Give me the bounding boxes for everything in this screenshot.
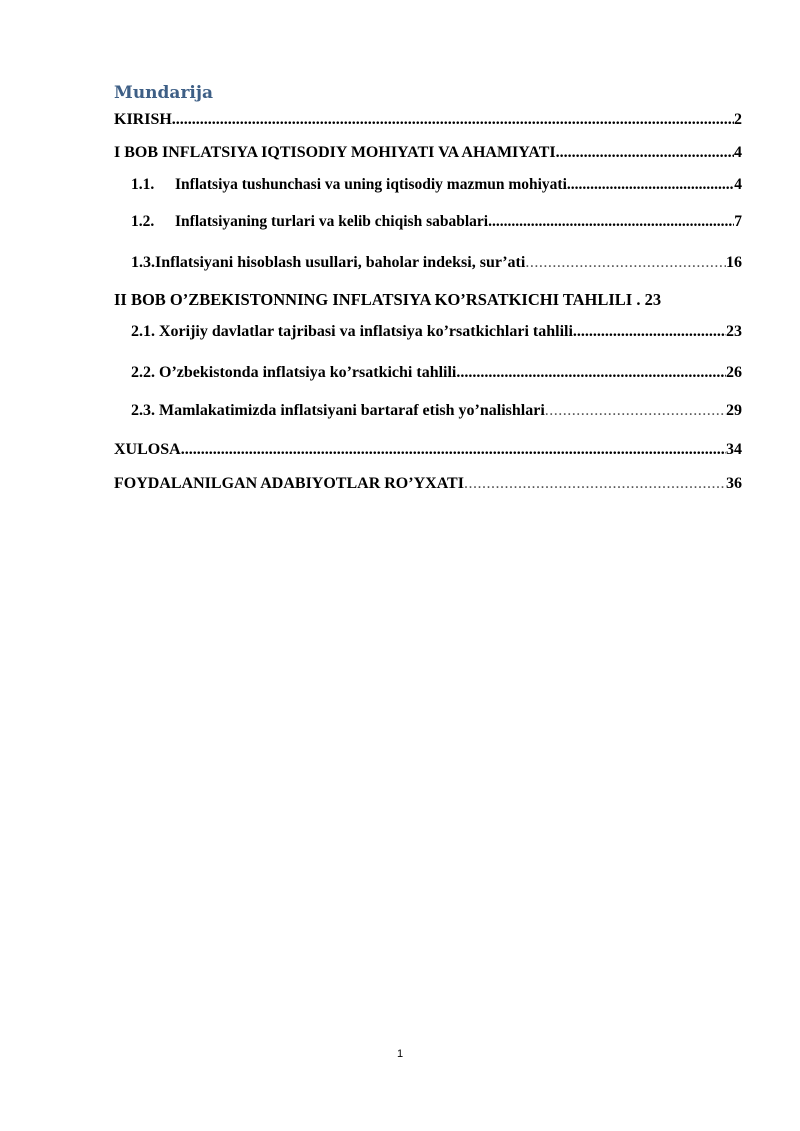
- toc-entry-page: 2: [734, 111, 742, 128]
- toc-entry-title: [131, 174, 567, 196]
- toc-entry-xulosa[interactable]: [114, 439, 742, 461]
- page-number: 1: [396, 1048, 404, 1060]
- toc-entry-title: 1.3.Inflatsiyani hisoblash usullari, baholar indeksi, sur’ati: [131, 254, 526, 271]
- toc-entry-title: KIRISH: [114, 111, 172, 128]
- toc-entry-page: 4: [734, 144, 742, 161]
- toc-entry-title: 2.2. O’zbekistonda inflatsiya ko’rsatkichi tahlili: [131, 364, 457, 381]
- toc-entry-page: 36: [726, 475, 742, 492]
- toc-entry-title: 2.3. Mamlakatimizda inflatsiyani bartaraf etish yo’nalishlari: [131, 402, 545, 419]
- toc-entry-section-2-1[interactable]: [131, 321, 742, 343]
- toc-entry-title: II BOB O’ZBEKISTONNING INFLATSIYA KO’RSATKICHI TAHLILI . 23: [114, 290, 662, 309]
- toc-entry-chapter-2[interactable]: [114, 289, 742, 311]
- toc-leader: [573, 321, 726, 343]
- toc-entry-title: XULOSA: [114, 441, 181, 458]
- toc-leader: [181, 439, 726, 461]
- toc-entry-section-2-2[interactable]: [131, 362, 742, 384]
- toc-leader: [556, 142, 734, 164]
- toc-entry-bibliography[interactable]: [114, 473, 742, 495]
- toc-entry-section-1-2[interactable]: [131, 211, 742, 233]
- toc-entry-chapter-1[interactable]: [114, 142, 742, 164]
- toc-entry-number: 1.1.: [131, 176, 155, 193]
- toc-entry-title: [131, 211, 488, 233]
- toc-entry-kirish[interactable]: [114, 109, 742, 131]
- toc-entry-text: Inflatsiyaning turlari va kelib chiqish sabablari: [175, 213, 489, 230]
- toc-entry-page: 29: [726, 402, 742, 419]
- toc-leader: [545, 400, 726, 422]
- toc-entry-section-1-1[interactable]: [131, 174, 742, 196]
- toc-leader: [172, 109, 734, 131]
- toc-entry-page: 4: [734, 176, 742, 193]
- toc-entry-title: FOYDALANILGAN ADABIYOTLAR RO’YXATI: [114, 475, 464, 492]
- toc-entry-title: I BOB INFLATSIYA IQTISODIY MOHIYATI VA AHAMIYATI: [114, 144, 556, 161]
- toc-entry-section-2-3[interactable]: [131, 400, 742, 422]
- toc-leader: [567, 174, 734, 196]
- toc-leader: [464, 473, 726, 495]
- toc-leader: [488, 211, 734, 233]
- toc-entry-page: 16: [726, 254, 742, 271]
- toc-entry-page: 7: [734, 213, 742, 230]
- toc-entry-page: 26: [726, 364, 742, 381]
- toc-leader: [456, 362, 726, 384]
- toc-entry-section-1-3[interactable]: [131, 252, 742, 274]
- toc-entry-text: Inflatsiya tushunchasi va uning iqtisodiy mazmun mohiyati: [175, 176, 567, 193]
- toc-entry-title: 2.1. Xorijiy davlatlar tajribasi va inflatsiya ko’rsatkichlari tahlili: [131, 323, 573, 340]
- toc-leader: [525, 252, 726, 274]
- toc-entry-page: 34: [726, 441, 742, 458]
- toc-entry-page: 23: [726, 323, 742, 340]
- toc-heading: Mundarija: [114, 83, 214, 103]
- toc-entry-number: 1.2.: [131, 213, 155, 230]
